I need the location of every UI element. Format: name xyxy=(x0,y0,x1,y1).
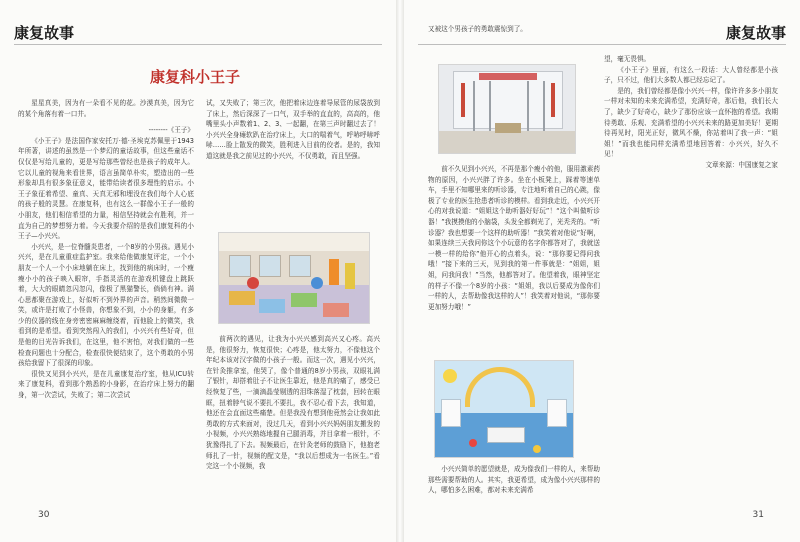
right-column-1-bottom xyxy=(428,464,600,508)
paragraph: 前不久见到小兴兴，不再是那个瘦小的他，服用激素药物的原因，小兴兴胖了许多。坐在小板凳上，踩着等速单车，手里不知哪里来的听诊器，专注地听着自己的心跳，像极了专业的医生抢患者听诊的模样。看到我走近，小兴兴开心的对我说道：“姐姐这个助听器好好玩”！“这个叫做听诊器！”我摸摸他的小脑袋，头发全都剃光了，光秃秃的。“听诊器？我也想要一个这样的助听器！”我笑着对他说“好啊，如果连续三天我问你这个小玩意的名字你都答对了，我就送一模一样的给你”他开心的点着头，说：“那你要记得问我哦！”接下来的三天，见到我的第一件事就是：“姐姐，姐姐，问我问我！”当然，他都答对了。他望着我，眼神坚定的样子不像一个8岁的小孩：“姐姐，我以后要成为像你们一样的人，去帮助像我这样的人”！我笑着对他说，“那你要更加努力哦！” xyxy=(428,165,600,311)
photo-rehab-room xyxy=(218,232,370,324)
paragraph: 前两次的遇见，让我为小兴兴感到高兴又心疼。高兴是，他很努力，恢复很快；心疼是，他太努力，不像他这个年纪本该对汉字做的小孩子一般。而这一次，遇见小兴兴，在针灸推拿室，他哭了，像个普通的8岁小男孩，双眼礼满了银针，却搭着肚子不让医生靠近，他是真的痛了，感受已经恢复了些，一滴滴晶莹剔透的泪珠落湿了枕套，回转在眼眶，扭着脖气说不要扎不要扎，我不忍心看下去，我知道，他还在会直面这些痛楚。但是我没有想到他竟然会让我如此勇敢的方式来面对，没过几天，看到小兴兴妈妈朋友搬发的小视频，小兴兴熟练地握自己腿消毒，并目拿着一根针，不犹豫得扎了下去。视频最后，在针灸老师的鼓励下，他抱老师扎了一针，视频的配文是，“我以后想成为一名医生。”看完这一个小视频，我 xyxy=(206,335,380,471)
article-source: 文章来源：中国康复之家 xyxy=(705,160,778,169)
photo-kids-room xyxy=(434,360,574,458)
book-gutter xyxy=(396,0,404,542)
left-column-2-top xyxy=(206,98,380,226)
left-column-1 xyxy=(18,98,194,506)
quote-attribution: --------《王子》 xyxy=(148,126,194,135)
article-title: 康复科小王子 xyxy=(150,68,241,86)
paragraph: 星星真美，因为有一朵看不见的花。沙漠真美，因为它的某个角落有着一口井。 xyxy=(18,99,194,118)
section-title: 康复故事 xyxy=(725,24,786,42)
section-title: 康复故事 xyxy=(14,24,75,42)
right-column-1-middle xyxy=(428,164,600,354)
paragraph: 小兴兴简单的愿望就是，成为像我们一样的人，来帮助那些需要帮助的人。其实，我更希望，成为像小兴兴那样的人，哪怕多么困难，都对未来充满希 xyxy=(428,465,600,495)
paragraph: 试，又失败了；第三次，他把着床边连着导尿管的尿袋放到了床上，然后深深了一口气，双手举的直直的，高高的，他嘴里头小声数着1、2、3、一起翻，在第三声时翻过去了！小兴兴全身瘫软趴在治疗床上，大口的喘着气，呼哧呼哧呼哧……脸上散发的微笑，胜利进入目前的佼者。是的，我知道这就是我之前见过的小兴兴，不仅勇敢，而且坚强。 xyxy=(206,99,380,160)
paragraph: 《小王子》里面，有这么一段话：大人曾经都是小孩子，只不过，他们大多数人都已经忘记了。 xyxy=(604,65,778,85)
right-column-1-top xyxy=(428,24,598,36)
right-column-2 xyxy=(604,54,778,204)
photo-parallel-bars xyxy=(438,64,576,154)
page-number: 31 xyxy=(752,510,764,520)
paragraph: 望，毫无畏惧。 xyxy=(604,55,651,63)
paragraph: 小兴兴，是一位脊髓炎患者，一个8岁的小男孩。遇见小兴兴，是在儿童重症监护室。我来给他做康复评定，一个小朋友一个人一个小床地躺在床上，找到他的病床时，一个瘦瘦小小的孩子映入眼帘，手指灵活的在游戏机键盘上跳跃着，大大的眼睛忽闪忽闪，像极了黑猫警长，倘倘有神。满心思都聚在游戏上，好似听不到外界的声音。稍然间微微一笑，或许是打败了小怪兽，你想象不到，小小的身躯，有多少的仪器的线在身旁密密麻麻缠绕着，而他脸上的微笑，我看到的是希望。看到突然闯入的我们，小兴兴有些好奇，但是他的目光告诉我们，在这里，他不害怕，对我们做的一些检查问题也十分配合，检查很快便结束了，这个勇敢的小男孩给我留下了很深的印象。 xyxy=(18,242,194,368)
right-page xyxy=(404,0,800,542)
section-rule xyxy=(14,44,382,45)
paragraph: 很快又见到小兴兴，是在儿童康复治疗室，他从ICU转来了康复科，看到那个熟悉的小身影，在治疗床上努力的翻身，第一次尝试，失败了；第二次尝试 xyxy=(18,369,194,400)
left-column-2-bottom xyxy=(206,334,380,506)
page-number: 30 xyxy=(38,510,50,520)
section-rule xyxy=(418,44,786,45)
paragraph: 《小王子》是法国作家安托万·德·圣埃克苏佩里于1943年所著，讲述的虽然是一个梦幻的童话故事，但这些童话不仅仅是写给儿童的，更是写给那些曾经也是孩子的成年人。它以儿童的视角来看世界，语言虽简单朴实，塑造出的一些形象却具有很多象征意义，能带给读者很多理性的启示。小王子象征着希望、童真、天真无邪和埋没在我们每个人心底的孩子般的灵慧。在康复科，也有这么一群像小王子一般的小朋友，他们相信希望的力量，相信坚持就会有胜利，并一直为自己的梦想努力着。今天我要介绍的是我们康复科的小王子—小兴兴。 xyxy=(18,136,194,241)
paragraph: 又被这个男孩子的勇敢震惊到了。 xyxy=(428,25,527,33)
paragraph: 是的，我们曾经都是像小兴兴一样，像许许多多小朋友一样对未知的未来充满希望，充满好奇，那后他，我们长大了，缺少了好奇心，缺少了那份应该一直怀抱的希望。我期待勇敢、乐观、充满希望的小兴兴未来的路更加美好！更期待再见时，阳光正好，微风不燥，你站着叫了我一声：“姐姐！”而我也能同样充满希望地回答着：小兴兴，好久不见！ xyxy=(604,86,778,159)
left-page xyxy=(0,0,396,542)
